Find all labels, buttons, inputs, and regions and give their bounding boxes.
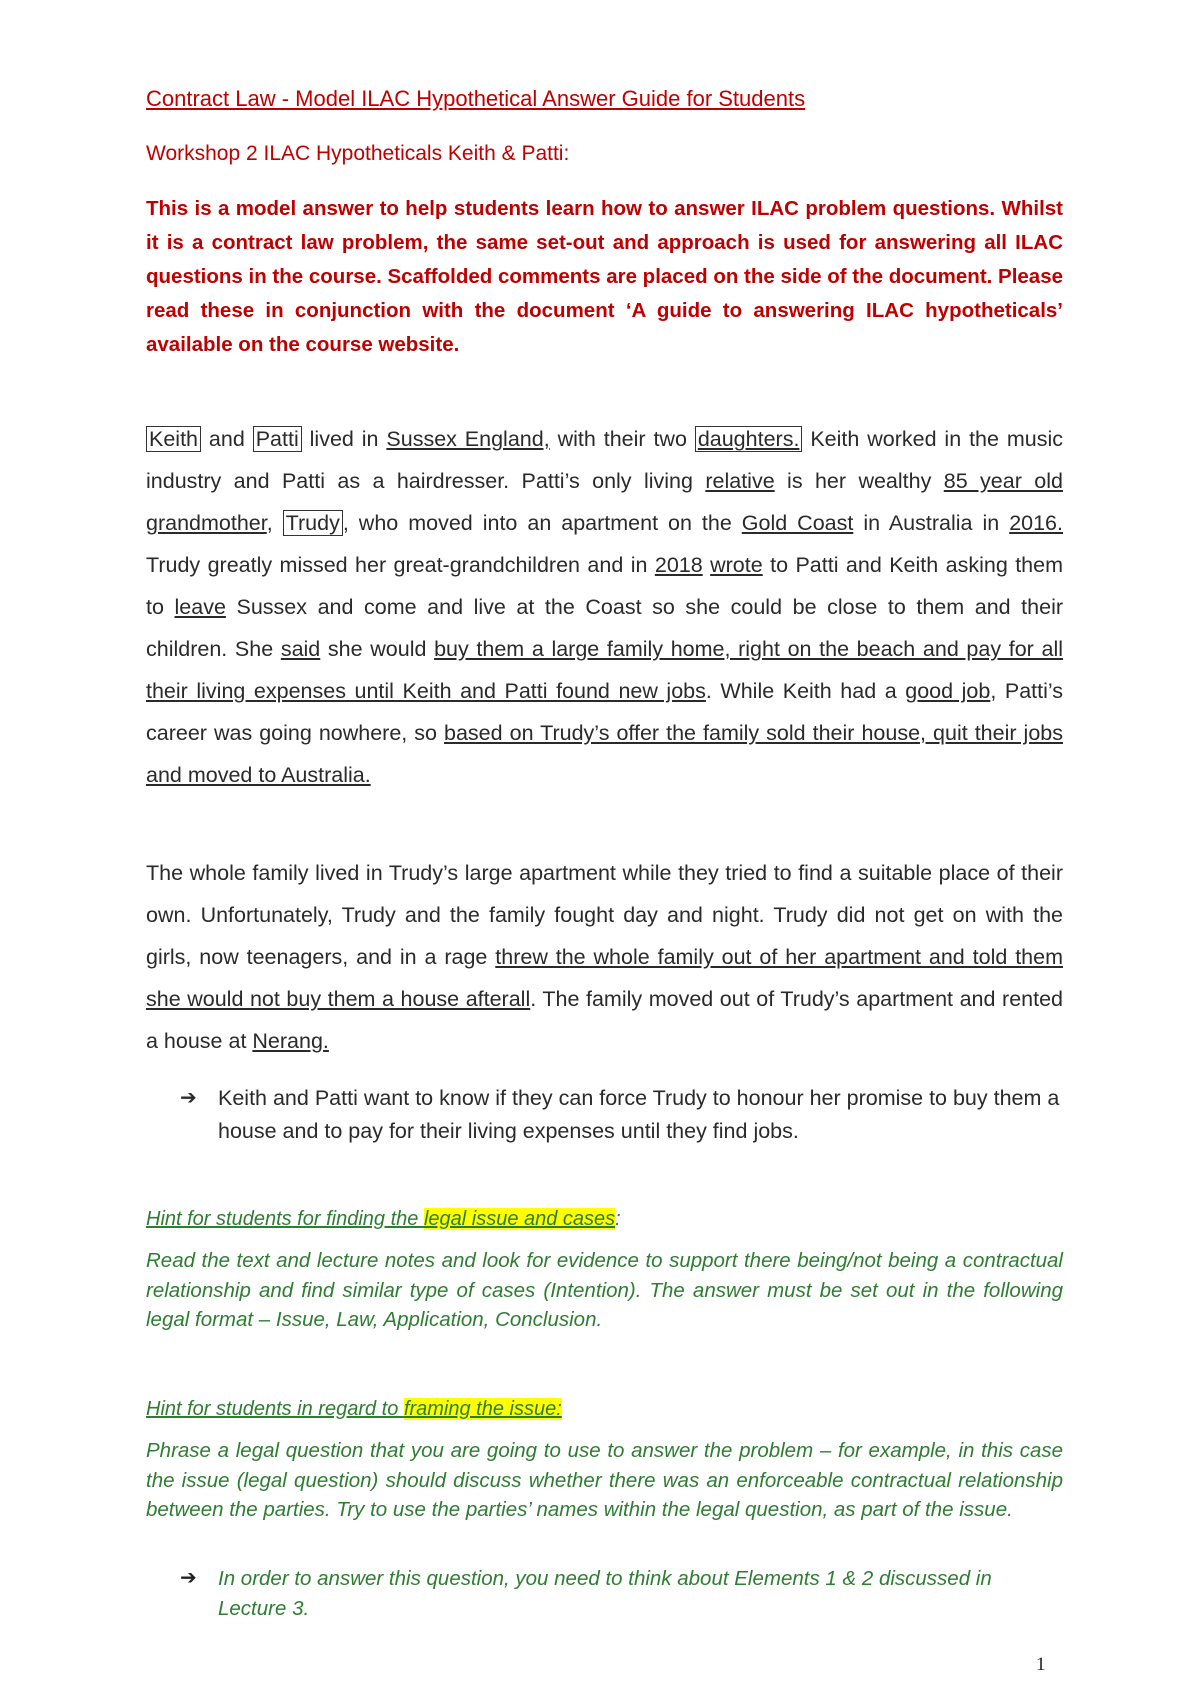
hint-text-legal-issue: Read the text and lecture notes and look for evidence to support there being/not being a contractual relationship and find similar type of cases (Intention). The answer must be set out in the following legal format – Issue, Law, Application, Conclusion. [146, 1249, 1063, 1331]
text-run: lived in [301, 427, 387, 451]
hint-heading-text: : [615, 1208, 621, 1230]
text-run: . The family moved out of Trudy’s apartment and rented a house at [146, 987, 1064, 1053]
text-run: she would [320, 637, 435, 661]
hint-heading-text: Hint for students in regard to [146, 1398, 404, 1420]
year-2018-underlined: 2018 [654, 553, 703, 577]
text-run: Keith worked in the music industry and Patti as a hairdresser. Patti’s only living [146, 427, 1064, 493]
text-run: is her wealthy [774, 469, 944, 493]
wrote-underlined: wrote [710, 553, 763, 577]
text-run: , Patti’s career was going nowhere, so [146, 679, 1064, 745]
leave-underlined: leave [174, 595, 226, 619]
keith-boxed: Keith [146, 426, 201, 452]
hint-bullet-text: In order to answer this question, you need to think about Elements 1 & 2 discussed in Lecture 3. [218, 1567, 992, 1620]
document-subtitle: Workshop 2 ILAC Hypotheticals Keith & Patti: [146, 142, 570, 165]
document-title: Contract Law - Model ILAC Hypothetical Answer Guide for Students [146, 86, 806, 111]
hint-heading-framing-issue [146, 1398, 562, 1421]
intro-paragraph: This is a model answer to help students learn how to answer ILAC problem questions. Whilst it is a contract law problem, the same set-out and approach is used for answering all ILAC questions in the course. Scaffolded comments are placed on the side of the document. Please read these in conjunction with the document ‘A guide to answering ILAC hypotheticals’ available on the course website. [146, 197, 1064, 356]
text-run [703, 553, 710, 577]
facts-paragraph-1 [146, 418, 1063, 796]
text-run: , [266, 511, 283, 535]
hint-text-framing-issue: Phrase a legal question that you are going to use to answer the problem – for example, in this case the issue (legal question) should discuss whether there was an enforceable contractual relationship between the parties. Try to use the parties’ names within the legal question, as part of the issue. [146, 1439, 1063, 1521]
trudy-boxed: Trudy [283, 510, 343, 536]
threw-out-underlined: threw the whole family out of her apartment and told them she would not buy them a house afterall [146, 945, 1064, 1011]
goldcoast-underlined: Gold Coast [741, 511, 854, 535]
year-2016-underlined: 2016. [1009, 511, 1063, 535]
text-run: Sussex and come and live at the Coast so she could be close to them and their children. She [146, 595, 1064, 661]
reliance-underlined: based on Trudy’s offer the family sold their house, quit their jobs and moved to Australia. [146, 721, 1063, 787]
facts-paragraph-2 [146, 852, 1063, 1062]
age-underlined: 85 year old [943, 469, 1063, 493]
arrow-right-icon: ➔ [180, 1567, 197, 1589]
goodjob-underlined: good job [905, 679, 991, 703]
page-number: 1 [1036, 1654, 1046, 1675]
grandmother-underlined: grandmother [146, 511, 267, 535]
arrow-right-icon: ➔ [180, 1087, 197, 1109]
text-run: to Patti and Keith asking them to [146, 553, 1063, 619]
question-bullet [146, 1082, 1063, 1148]
text-run: with their two [549, 427, 695, 451]
text-run: and [201, 427, 253, 451]
text-run: Trudy greatly missed her great-grandchildren and in [146, 553, 655, 577]
sussex-underlined: Sussex England, [386, 427, 550, 451]
text-run: , who moved into an apartment on the [342, 511, 742, 535]
question-text: Keith and Patti want to know if they can force Trudy to honour her promise to buy them a house and to pay for their living expenses until they find jobs. [218, 1086, 1060, 1143]
text-run: in Australia in [853, 511, 1010, 535]
highlighted-text: legal issue and cases [423, 1208, 616, 1230]
text-run: The whole family lived in Trudy’s large apartment while they tried to find a suitable place of their own. Unfortunately, Trudy and the family fought day and night. Trudy did not get on with the girls, now teenagers, and in a rage [146, 861, 1063, 969]
daughters-boxed: daughters. [695, 426, 803, 452]
hint-bullet [146, 1564, 1063, 1623]
relative-underlined: relative [705, 469, 775, 493]
text-run: . While Keith had a [705, 679, 906, 703]
hint-heading-text: Hint for students for finding the [146, 1208, 424, 1230]
said-underlined: said [280, 637, 321, 661]
nerang-underlined: Nerang. [252, 1029, 329, 1053]
highlighted-text: framing the issue: [403, 1398, 562, 1420]
hint-heading-legal-issue [146, 1208, 621, 1231]
patti-boxed: Patti [253, 426, 302, 452]
promise-underlined: buy them a large family home, right on the beach and pay for all their living expenses until Keith and Patti found new jobs [146, 637, 1064, 703]
